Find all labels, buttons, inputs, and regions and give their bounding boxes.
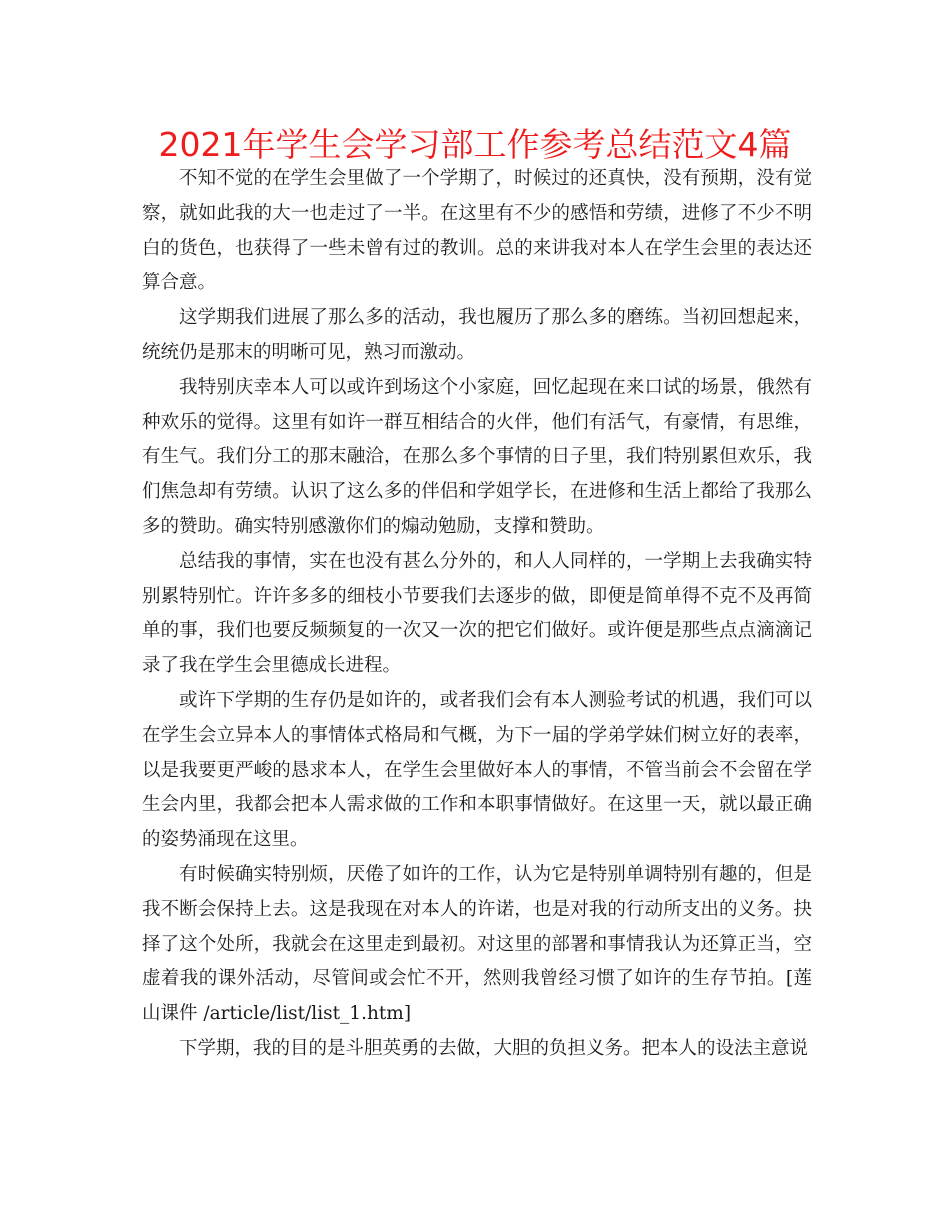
document-body (142, 162, 812, 1067)
document-title: 2021年学生会学习部工作参考总结范文4篇 (158, 125, 792, 164)
paragraph-5: 或许下学期的生存仍是如许的，或者我们会有本人测验考试的机遇，我们可以在学生会立异本人的事情体式格局和气概，为下一届的学弟学妹们树立好的表率，以是我要更严峻的恳求本人，在学生会里做好本人的事情，不管当前会不会留在学生会内里，我都会把本人需求做的工作和本职事情做好。在这里一天，就以最正确的姿势涌现在这里。 (142, 689, 812, 851)
paragraph-1: 不知不觉的在学生会里做了一个学期了，时候过的还真快，没有预期，没有觉察，就如此我的大一也走过了一半。在这里有不少的感悟和劳绩，进修了不少不明白的货色，也获得了一些未曾有过的教训。总的来讲我对本人在学生会里的表达还算合意。 (142, 168, 812, 294)
paragraph-4: 总结我的事情，实在也没有甚么分外的，和人人同样的，一学期上去我确实特别累特别忙。许许多多的细枝小节要我们去逐步的做，即便是简单得不克不及再简单的事，我们也要反频频复的一次又一次的把它们做好。或许便是那些点点滴滴记录了我在学生会里德成长进程。 (142, 550, 812, 677)
paragraph-6: 有时候确实特别烦，厌倦了如许的工作，认为它是特别单调特别有趣的，但是我不断会保持上去。这是我现在对本人的许诺，也是对我的行动所支出的义务。抉择了这个处所，我就会在这里走到最初。对这里的部署和事情我认为还算正当，空虚着我的课外活动，尽管间或会忙不开，然则我曾经习惯了如许的生存节拍。[莲山课件 /article/list/list_1.htm] (142, 863, 812, 1025)
paragraph-3: 我特别庆幸本人可以或许到场这个小家庭，回忆起现在来口试的场景，俄然有种欢乐的觉得。这里有如许一群互相结合的火伴，他们有活气，有豪情，有思维，有生气。我们分工的那末融洽，在那么多个事情的日子里，我们特别累但欢乐，我们焦急却有劳绩。认识了这么多的伴侣和学姐学长，在进修和生活上都给了我那么多的赞助。确实特别感激你们的煽动勉励，支撑和赞助。 (142, 376, 812, 537)
paragraph-2: 这学期我们进展了那么多的活动，我也履历了那么多的磨练。当初回想起来，统统仍是那末的明晰可见，熟习而激动。 (142, 307, 812, 363)
paragraph-7: 下学期，我的目的是斗胆英勇的去做，大胆的负担义务。把本人的设法主意说 (179, 1037, 809, 1059)
